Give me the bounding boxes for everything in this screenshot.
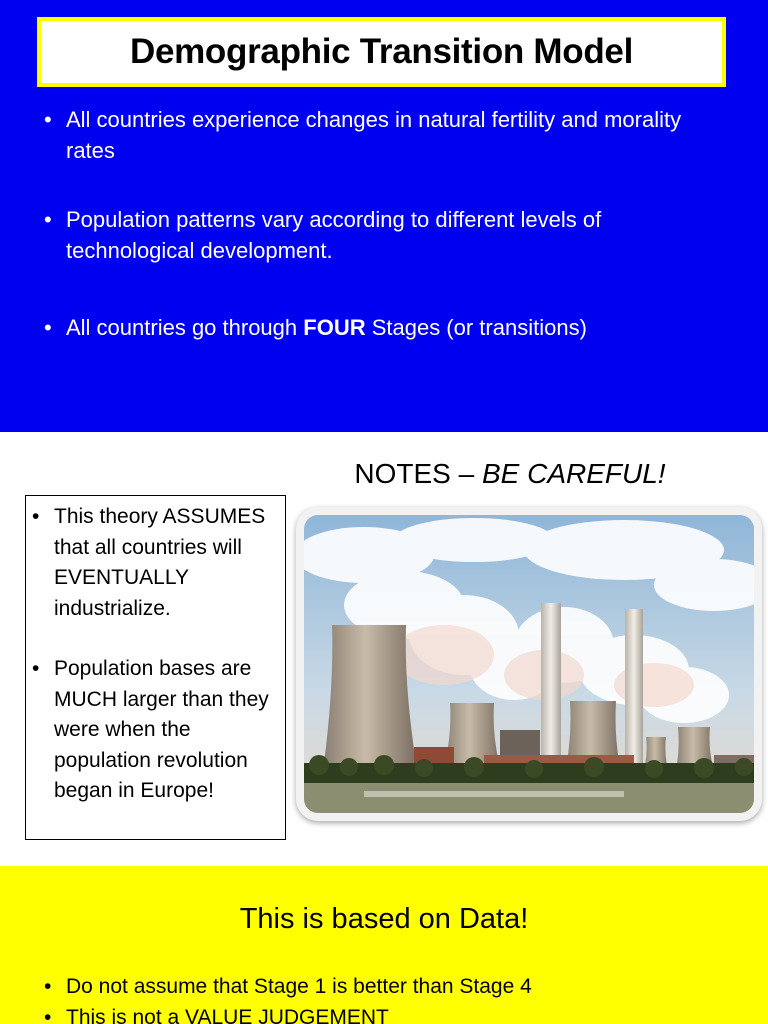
bullet-dot-icon: •	[44, 315, 52, 340]
power-plant-photo	[296, 507, 762, 821]
title-box	[37, 17, 726, 87]
bullet-text: Population patterns vary according to different levels of technological development.	[66, 207, 602, 263]
power-plant-image	[304, 515, 754, 813]
bullet-text: Population bases are MUCH larger than they were when the population revolution began in Europe!	[54, 657, 269, 802]
bullet-dot-icon: •	[44, 107, 52, 132]
bullet-dot-icon: •	[44, 975, 52, 998]
notes-heading	[300, 458, 720, 490]
data-bullet-list	[44, 971, 734, 1024]
bullet-text: All countries experience changes in natural fertility and morality rates	[66, 107, 682, 163]
notes-bullet	[32, 502, 282, 624]
bullet-text: This is not a VALUE JUDGEMENT	[66, 1006, 389, 1024]
slide-intro	[0, 0, 768, 432]
bullet-dot-icon: •	[44, 1006, 52, 1024]
bullet-text: Do not assume that Stage 1 is better than Stage 4	[66, 975, 532, 998]
intro-bullet	[44, 204, 734, 266]
notes-bullet-list	[32, 502, 282, 837]
intro-bullet	[44, 104, 734, 166]
notes-heading-emphasis: BE CAREFUL!	[481, 458, 666, 489]
bullet-text-post: Stages (or transitions)	[365, 315, 587, 340]
slide-title: Demographic Transition Model	[129, 32, 634, 71]
notes-bullet	[32, 654, 282, 807]
data-bullet	[44, 1002, 734, 1024]
data-bullet	[44, 971, 734, 1002]
bullet-dot-icon: •	[44, 207, 52, 232]
slide-data	[0, 866, 768, 1024]
bullet-text-pre: All countries go through	[66, 315, 304, 340]
intro-bullet	[44, 312, 734, 343]
notes-box	[25, 495, 286, 840]
bullet-text-bold: FOUR	[303, 315, 366, 340]
bullet-dot-icon: •	[32, 505, 40, 528]
data-heading: This is based on Data!	[239, 903, 529, 935]
slide-notes	[0, 432, 768, 866]
notes-heading-prefix: NOTES –	[354, 458, 482, 489]
bullet-text: This theory ASSUMES that all countries will EVENTUALLY industrialize.	[54, 505, 266, 620]
bullet-dot-icon: •	[32, 657, 40, 680]
